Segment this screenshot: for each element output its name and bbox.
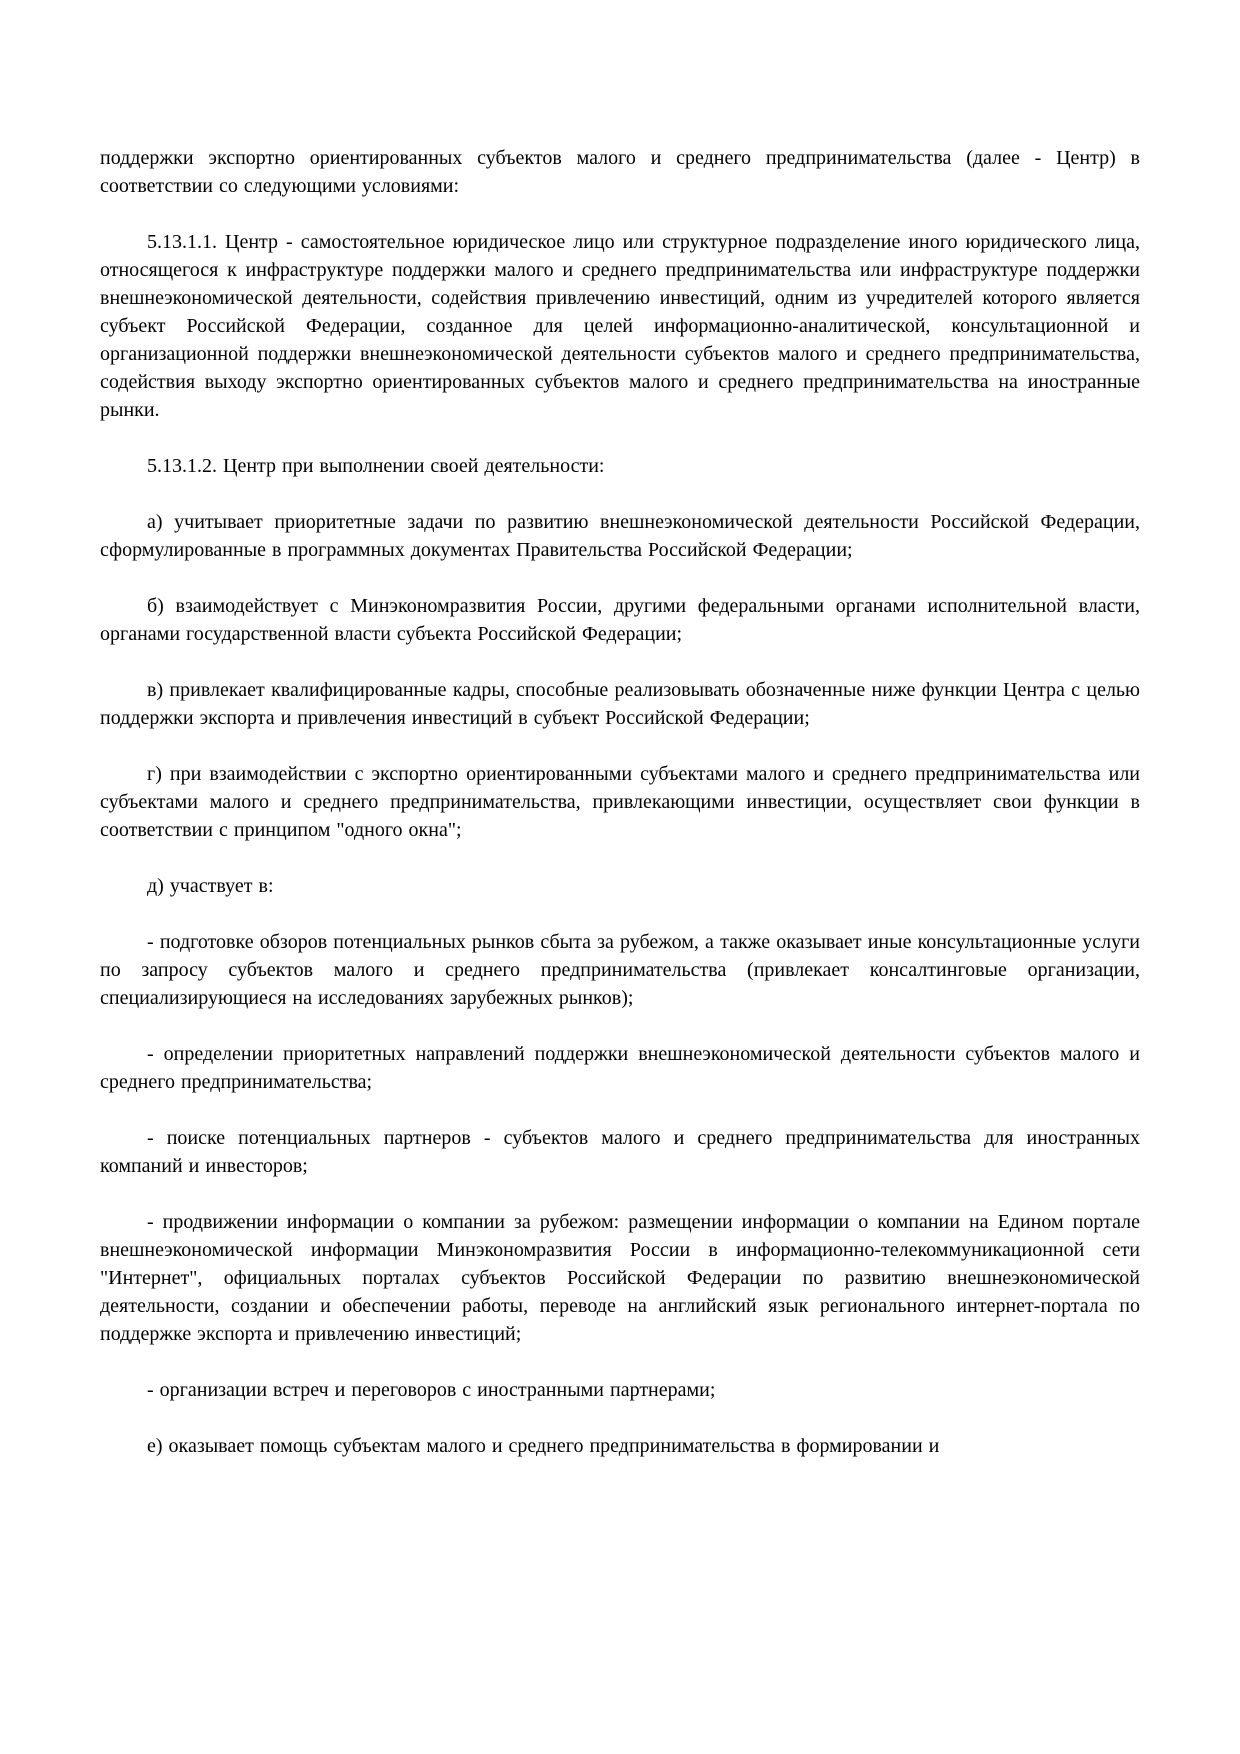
subclause-e: е) оказывает помощь субъектам малого и среднего предпринимательства в формировании и	[147, 1435, 940, 1457]
list-item-dash: - поиске потенциальных партнеров - субъектов малого и среднего предпринимательства для иностранных компаний и инвесторов;	[100, 1127, 1140, 1177]
subclause-g: г) при взаимодействии с экспортно ориентированными субъектами малого и среднего предпринимательства или субъектами малого и среднего предпринимательства, привлекающими инвестиции, осуществляет свои функции в соответствии с принципом "одного окна";	[100, 763, 1140, 841]
list-item-dash: - подготовке обзоров потенциальных рынков сбыта за рубежом, а также оказывает иные консультационные услуги по запросу субъектов малого и среднего предпринимательства (привлекает консалтинговые организации, специализирующиеся на исследованиях зарубежных рынков);	[100, 931, 1140, 1009]
subclause-d: д) участвует в:	[147, 875, 274, 897]
subclause-v: в) привлекает квалифицированные кадры, способные реализовывать обозначенные ниже функции Центра с целью поддержки экспорта и привлечения инвестиций в субъект Российской Федерации;	[100, 679, 1140, 729]
paragraph-continuation: поддержки экспортно ориентированных субъектов малого и среднего предпринимательства (далее - Центр) в соответствии со следующими условиями:	[100, 147, 1140, 197]
subclause-a: а) учитывает приоритетные задачи по развитию внешнеэкономической деятельности Российской Федерации, сформулированные в программных документах Правительства Российской Федерации;	[100, 511, 1140, 561]
clause-5-13-1-2: 5.13.1.2. Центр при выполнении своей деятельности:	[147, 455, 605, 477]
list-item-dash: - определении приоритетных направлений поддержки внешнеэкономической деятельности субъектов малого и среднего предпринимательства;	[100, 1043, 1140, 1093]
subclause-b: б) взаимодействует с Минэкономразвития России, другими федеральными органами исполнительной власти, органами государственной власти субъекта Российской Федерации;	[100, 595, 1140, 645]
list-item-dash: - организации встреч и переговоров с иностранными партнерами;	[147, 1379, 716, 1401]
list-item-dash: - продвижении информации о компании за рубежом: размещении информации о компании на Едином портале внешнеэкономической информации Минэкономразвития России в информационно-телекоммуникационной сети "Интернет", официальных порталах субъектов Российской Федерации по развитию внешнеэкономической деятельности, создании и обеспечении работы, переводе на английский язык регионального интернет-портала по поддержке экспорта и привлечению инвестиций;	[100, 1211, 1140, 1345]
clause-5-13-1-1: 5.13.1.1. Центр - самостоятельное юридическое лицо или структурное подразделение иного юридического лица, относящегося к инфраструктуре поддержки малого и среднего предпринимательства или инфраструктуре поддержки внешнеэкономической деятельности, содействия привлечению инвестиций, одним из учредителей которого является субъект Российской Федерации, созданное для целей информационно-аналитической, консультационной и организационной поддержки внешнеэкономической деятельности субъектов малого и среднего предпринимательства, содействия выходу экспортно ориентированных субъектов малого и среднего предпринимательства на иностранные рынки.	[100, 231, 1140, 421]
document-body	[100, 144, 1140, 1460]
